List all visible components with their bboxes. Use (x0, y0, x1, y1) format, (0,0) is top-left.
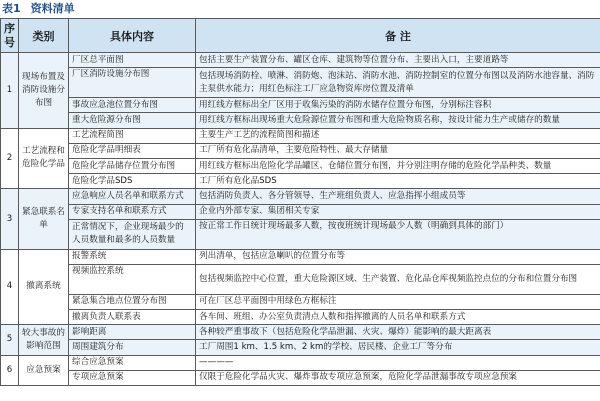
note-cell: ———— (196, 355, 600, 370)
note-cell: 工厂所有危化品清单，主要危险特性、最大存储量 (196, 143, 600, 158)
group-category: 工艺流程和危险化学品 (19, 128, 69, 189)
note-cell: 仅限于危险化学品火灾、爆炸事故专项应急预案，危险化学品泄漏事故专项应急预案 (196, 370, 600, 385)
table-row (1, 128, 600, 143)
note-cell: 列出清单，包括应急喇叭的位置分布等 (196, 249, 600, 264)
header-category: 类别 (19, 19, 69, 53)
note-cell: 用红线方框标出现场重大危险源位置分布图和重大危险物质名称，按设计能力生产或储存的数量 (196, 113, 600, 128)
content-cell: 厂区总平面图 (69, 53, 196, 68)
note-cell: 用红线方框标出危险化学品罐区、仓储位置分布图，并分别注明存储的危险化学品种类、数量 (196, 158, 600, 173)
content-cell: 报警系统 (69, 249, 196, 264)
group-number: 2 (1, 128, 19, 189)
content-cell: 撤离负责人联系表 (69, 310, 196, 325)
group-number: 1 (1, 53, 19, 129)
table-row (1, 189, 600, 204)
table-title: 资料清单 (30, 2, 75, 15)
note-cell: 包括视频监控中心位置，重大危险源区域、生产装置、危化品仓库视频监控点位的分布和位置分布图 (196, 264, 600, 294)
group-category: 较大事故的影响范围 (19, 325, 69, 355)
note-cell: 可在厂区总平面图中用绿色方框标注 (196, 294, 600, 309)
header-seq-label: 序号 (4, 21, 15, 49)
note-cell: 包括主要生产装置分布、罐区仓库、建筑物等位置分布、主要出入口，主要道路等 (196, 53, 600, 68)
table-row (1, 143, 600, 158)
table-row (1, 158, 600, 173)
group-number: 6 (1, 355, 19, 385)
table-row (1, 98, 600, 113)
group-category: 撤离系统 (19, 249, 69, 325)
content-cell: 厂区消防设施分布图 (69, 68, 196, 98)
header-content: 具体内容 (69, 19, 196, 53)
content-cell: 重大危险源分布图 (69, 113, 196, 128)
content-cell: 影响距离 (69, 325, 196, 340)
content-cell: 危险化学品明细表 (69, 143, 196, 158)
group-category: 应急预案 (19, 355, 69, 385)
note-cell: 各车间、班组、办公室负责清点人数和指挥撤离的人员名单和联系方式 (196, 310, 600, 325)
table-row (1, 340, 600, 355)
table-row (1, 113, 600, 128)
table-row (1, 264, 600, 294)
content-cell: 工艺流程简图 (69, 128, 196, 143)
content-cell: 事故应急池位置分布图 (69, 98, 196, 113)
group-number: 5 (1, 325, 19, 355)
content-cell: 危险化学品储存位置分布图 (69, 158, 196, 173)
data-table (0, 18, 600, 386)
note-cell: 各种较严重事故下（包括危险化学品泄漏、火灾、爆炸）能影响的最大距离表 (196, 325, 600, 340)
content-cell: 危险化学品SDS (69, 174, 196, 189)
group-category: 现场布置及消防设施分布图 (19, 53, 69, 129)
note-cell: 企业内外部专家、集团相关专家 (196, 204, 600, 219)
table-row (1, 370, 600, 385)
note-cell: 包括现场消防栓、喷淋、消防炮、泡沫站、消防水池、消防控制室的位置分布图以及消防水池容量、消防主泵供水能力；用红色标注工厂应急物资库房位置及清单 (196, 68, 600, 98)
note-cell: 主要生产工艺的流程简图和描述 (196, 128, 600, 143)
table-number: 表1 (2, 2, 21, 15)
content-cell: 视频监控系统 (69, 264, 196, 294)
content-cell: 综合应急预案 (69, 355, 196, 370)
content-cell: 紧急集合地点位置分布图 (69, 294, 196, 309)
content-cell: 正常情况下，企业现场最少的人员数量和最多的人员数量 (69, 219, 196, 249)
content-cell: 应急响应人员名单和联系方式 (69, 189, 196, 204)
table-row (1, 53, 600, 68)
content-cell: 专项应急预案 (69, 370, 196, 385)
header-seq (1, 19, 19, 53)
table-caption (2, 1, 75, 16)
table-row (1, 294, 600, 309)
note-cell: 用红线方框标出全厂区用于收集污染的消防水储存位置分布图，分别标注容积 (196, 98, 600, 113)
table-row (1, 204, 600, 219)
group-number: 3 (1, 189, 19, 249)
content-cell: 周围建筑分布 (69, 340, 196, 355)
header-row (1, 19, 600, 53)
table-row (1, 355, 600, 370)
note-cell: 按正常工作日统计现场最多人数，按夜班统计现场最少人数（明确到具体的部门） (196, 219, 600, 249)
table-row (1, 310, 600, 325)
table-row (1, 68, 600, 98)
header-note: 备 注 (196, 19, 600, 53)
content-cell: 专家支持名单和联系方式 (69, 204, 196, 219)
note-cell: 工厂周围1 km、1.5 km、2 km的学校、居民楼、企业工厂等分布 (196, 340, 600, 355)
table-row (1, 174, 600, 189)
table-row (1, 325, 600, 340)
table-row (1, 249, 600, 264)
group-category: 紧急联系名单 (19, 189, 69, 249)
group-number: 4 (1, 249, 19, 325)
table-row (1, 219, 600, 249)
note-cell: 包括消防负责人、各分管领导、生产班组负责人、应急指挥小组成员等 (196, 189, 600, 204)
note-cell: 工厂所有危化品SDS (196, 174, 600, 189)
